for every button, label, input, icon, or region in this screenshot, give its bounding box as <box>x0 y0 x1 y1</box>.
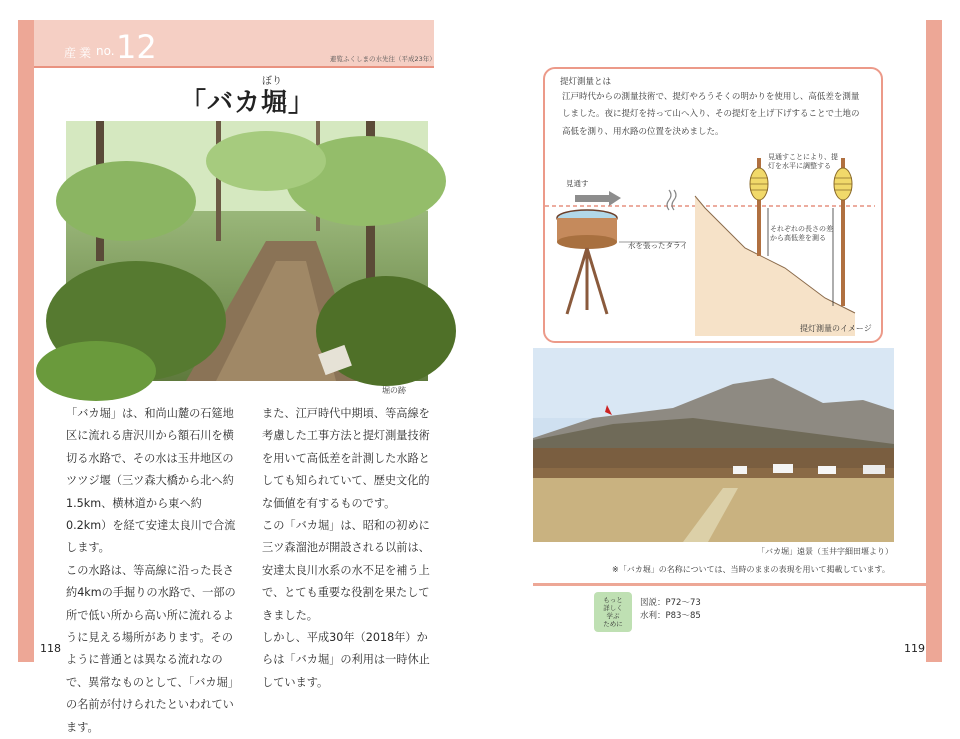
page-number-left: 118 <box>40 642 61 655</box>
badge-line: ために <box>603 620 623 628</box>
photo-caption-path: 堀の跡 <box>382 386 406 395</box>
section-number: 12 <box>116 28 157 66</box>
label-view: 見通す <box>566 179 589 188</box>
info-title: 提灯測量とは <box>560 77 612 87</box>
reference-item: 図説：P72～73 <box>640 598 701 608</box>
page-title: 「バカ堀」 <box>180 88 316 118</box>
label-adjust-2: 灯を水平に調整する <box>768 162 831 170</box>
distant-view-photo <box>533 348 894 542</box>
badge-line: 学ぶ <box>606 612 620 620</box>
paragraph: この水路は、等高線に沿った長さ約4kmの手掘りの水路で、一部の所で低い所から高い所に流れるように見える場所があります。そのように普通とは異なる流れなので、異常なものとして、「バカ堀」の名前が付けられたといわれています。 <box>66 563 239 734</box>
source-note: 避覧ふくしまの水先往（平成23年） <box>330 55 436 63</box>
number-prefix: no. <box>96 44 115 58</box>
reference-item: 水利：P83～85 <box>640 611 701 621</box>
header-divider <box>34 66 434 68</box>
label-tub: 水を張ったタライ <box>628 241 688 250</box>
photo-caption-distant: 「バカ堀」遠景（玉井字細田堰より） <box>757 547 893 556</box>
paragraph: しかし、平成30年（2018年）からは「バカ堀」の利用は一時休止しています。 <box>262 631 430 689</box>
forest-path-photo <box>66 121 428 381</box>
badge-line: 詳しく <box>603 604 623 612</box>
info-text: 江戸時代からの測量技術で、提灯やろうそくの明かりを使用し、高低差を測量しました。夜に提灯を持って山へ入り、その提灯を上げ下げすることで土地の高低を測り、用水路の位置を決めました。 <box>562 92 860 137</box>
paragraph: この「バカ堀」は、昭和の初めに三ツ森溜池が開設される以前は、安達太良川水系の水不足を補う上で、とても重要な役割を果たしてきました。 <box>262 519 430 622</box>
page-number-right: 119 <box>904 642 925 655</box>
label-diff-1: それぞれの長さの差 <box>770 225 833 233</box>
title-ruby: ぼり <box>262 76 282 87</box>
section-label: 産業 <box>64 46 95 60</box>
right-edge-bar <box>926 20 942 662</box>
reference-list <box>640 597 701 623</box>
name-note: ※「バカ堀」の名称については、当時のままの表現を用いて掲載しています。 <box>612 565 890 574</box>
badge-line: もっと <box>603 596 623 604</box>
label-adjust-1: 見通すことにより、提 <box>768 153 838 161</box>
body-column-1 <box>66 403 242 739</box>
diagram-caption: 提灯測量のイメージ <box>800 324 872 333</box>
body-column-2 <box>262 403 432 694</box>
label-diff-2: から高低差を測る <box>770 234 826 242</box>
paragraph: また、江戸時代中期頃、等高線を考慮した工事方法と提灯測量技術を用いて高低差を計測した水路としても知られていて、歴史文化的な価値を有するものです。 <box>262 407 430 510</box>
bottom-divider <box>533 583 937 586</box>
left-edge-bar <box>18 20 34 662</box>
paragraph: 「バカ堀」は、和尚山麓の石筵地区に流れる唐沢川から額石川を横切る水路で、その水は玉井地区のツツジ堰（三ツ森大橋から北へ約1.5km、横林道から東へ約0.2km）を経て安達太良川で合流します。 <box>66 407 236 555</box>
learn-more-badge <box>594 592 632 632</box>
